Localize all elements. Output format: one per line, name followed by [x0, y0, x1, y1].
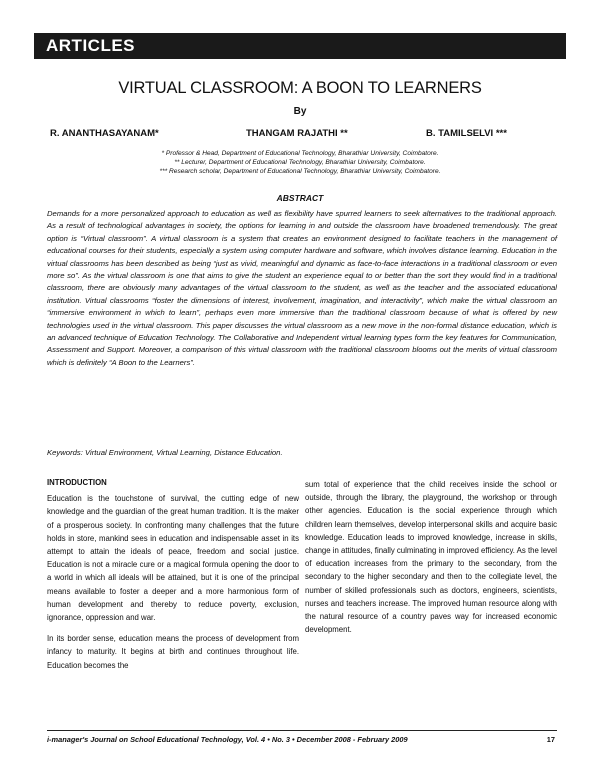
affiliation-2: ** Lecturer, Department of Educational Technology, Bharathiar University, Coimbatore. [174, 159, 426, 166]
section-banner: ARTICLES [34, 33, 566, 59]
intro-paragraph-2: In its border sense, education means the process of development from infancy to maturity. It begins at birth and continues throughout life. Education becomes the [47, 634, 299, 670]
right-column [305, 478, 557, 644]
byline: By [293, 106, 307, 117]
affiliation-3: *** Research scholar, Department of Educational Technology, Bharathiar University, Coimbatore. [159, 168, 441, 175]
page-number: 17 [546, 735, 555, 744]
article-title: VIRTUAL CLASSROOM: A BOON TO LEARNERS [118, 79, 482, 97]
author-2: THANGAM RAJATHI ** [246, 128, 348, 139]
intro-paragraph-1: Education is the touchstone of survival, the cutting edge of new knowledge and the guardian of the great human tradition. It is the maker of a prosperous society. In confronting many challenges that the future holds in store, mankind sees in education and indispensable asset in its attempt to attain the ideals of peace, freedom and social justice. Education is not a miracle cure or a magical formula opening the door to a world in which all ideals will be attained, but it is one of the principal means available to foster a deeper and a more harmonious form of human development and thereby to reduce poverty, exclusion, ignorance, oppression and war. [47, 494, 299, 623]
introduction-heading: INTRODUCTION [47, 478, 107, 487]
keywords: Keywords: Virtual Environment, Virtual Learning, Distance Education. [47, 448, 283, 457]
affiliation-1: * Professor & Head, Department of Educational Technology, Bharathiar University, Coimbatore. [161, 150, 439, 157]
author-1: R. ANANTHASAYANAM* [50, 128, 159, 139]
author-3: B. TAMILSELVI *** [426, 128, 507, 139]
journal-citation: i-manager's Journal on School Educational Technology, Vol. 4 • No. 3 • December 2008 - February 2009 [47, 735, 408, 744]
abstract-text: Demands for a more personalized approach to education as well as flexibility have spurred learners to seek alternatives to the traditional approach. As a result of technological advantages in society, the options for learning in and outside the classroom have broadened tremendously. The great option is “Virtual classroom”. A virtual classroom is a system that creates an environment designed to facilitate teachers in the management of educational courses for their students, especially a system using computer hardware and software, which involves distance learning. Education in the virtual classrooms has been described as being “just as vivid, meaningful and dynamic as face-to-face interactions in a traditional classroom or even more so”. As the virtual classroom is one that aims to give the student an experience equal to or better than the sort they would find in a traditional classroom, there are obviously many advantages of the virtual classroom to the student, as well as the teacher and the associated educational institution. Virtual classrooms “foster the dimensions of interest, involvement, imagination, and interactivity”, which make the virtual classroom an “immersive environment in which to learn”, perhaps even more immersive than the traditional classroom because of what is offered by new technologies used in the virtual classroom. This paper discusses the virtual classroom as a new move in the non-formal distance education, which is an advanced technique of Education Technology. The Collaborative and Independent virtual learning types form the key features for Communication, Assessment and Support. Moreover, a comparison of this virtual classroom with the traditional classroom blooms out the merits of virtual classroom which is definitely “A Boon to the Learners”. [47, 209, 557, 367]
abstract-heading: ABSTRACT [276, 193, 324, 203]
page-footer [47, 735, 557, 744]
intro-paragraph-3: sum total of experience that the child receives inside the school or outside, through the library, the playground, the workshop or through other agencies. Education is the social experience through which children learn themselves, develop interpersonal skills and acquire basic knowledge. Education leads to improved knowledge, increase in skills, change in attitudes, finally culminating in improved efficiency. As the level of education increases from the primary to the secondary, from the secondary to the higher secondary and then to the collegiate level, the number of skilled professionals such as doctors, engineers, scientists, nurses and teachers increase. The improved human resource along with the natural resource of a country paves way for increased economic development. [305, 480, 557, 635]
left-column [47, 476, 299, 680]
footer-rule [47, 730, 557, 731]
